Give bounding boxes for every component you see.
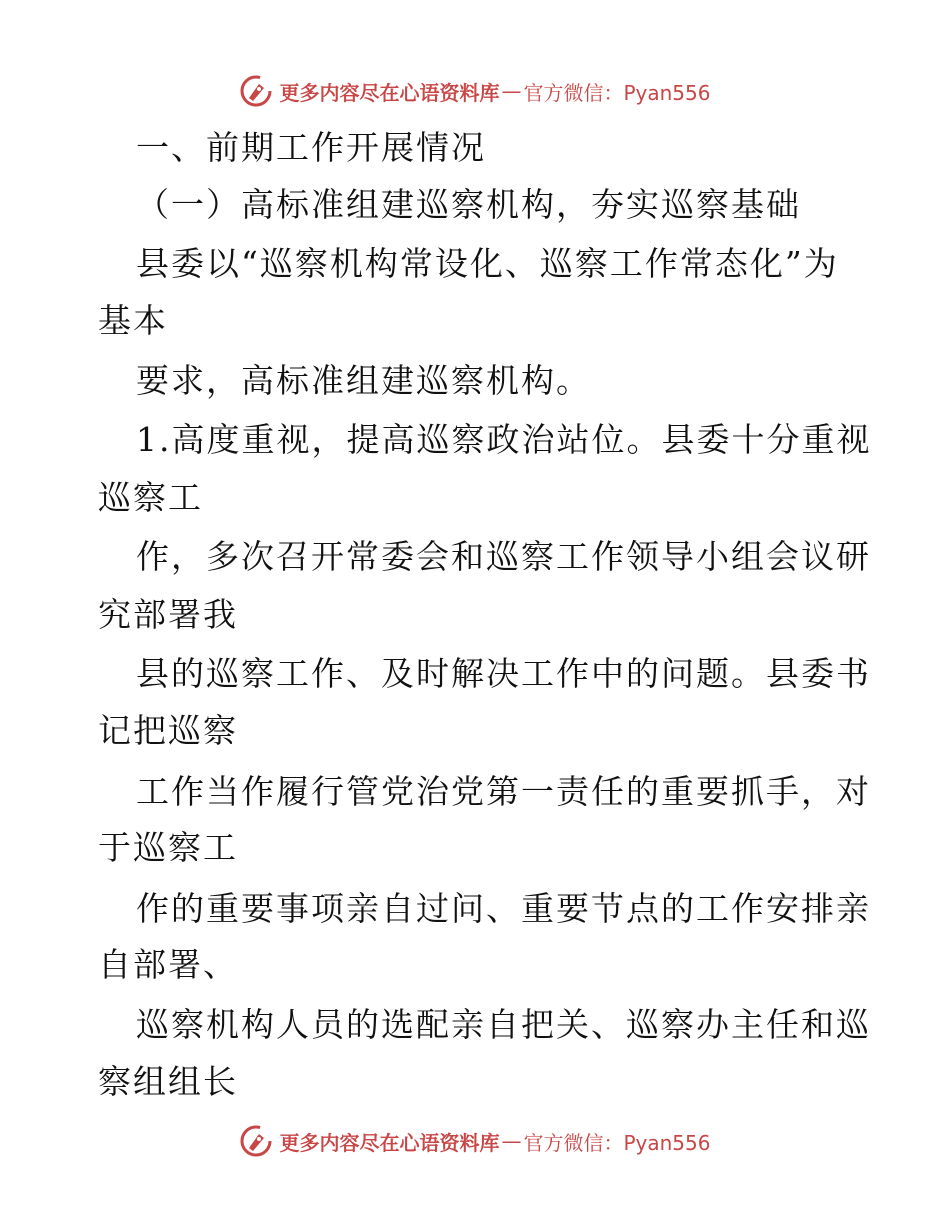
paragraph-line: 县的巡察工作、及时解决工作中的问题。县委书: [136, 654, 871, 693]
section-heading: 一、前期工作开展情况: [136, 128, 486, 167]
paragraph-line: 要求，高标准组建巡察机构。: [136, 361, 591, 400]
pen-nib-logo-icon: [239, 1124, 273, 1158]
watermark-title: 更多内容尽在心语资料库: [279, 1130, 500, 1155]
paragraph-line: 究部署我: [98, 595, 238, 634]
watermark-title: 更多内容尽在心语资料库: [279, 80, 500, 105]
paragraph-line: 作，多次召开常委会和巡察工作领导小组会议研: [136, 537, 871, 576]
paragraph-line: 察组组长: [98, 1062, 238, 1101]
paragraph-line: 记把巡察: [98, 711, 238, 750]
paragraph-line: 1.高度重视，提高巡察政治站位。县委十分重视: [136, 420, 872, 459]
paragraph-line: 作的重要事项亲自过问、重要节点的工作安排亲: [136, 889, 871, 928]
footer-watermark: [0, 1121, 950, 1161]
paragraph-line: 自部署、: [98, 945, 238, 984]
watermark-wechat: 官方微信：Pyan556: [523, 1130, 711, 1155]
paragraph-line: 巡察工: [98, 478, 203, 517]
paragraph-line: 巡察机构人员的选配亲自把关、巡察办主任和巡: [136, 1005, 871, 1044]
paragraph-line: 基本: [98, 301, 168, 340]
subsection-heading: （一）高标准组建巡察机构，夯实巡察基础: [136, 185, 801, 224]
paragraph-line: 县委以“巡察机构常设化、巡察工作常态化”为: [136, 244, 839, 283]
watermark-dash: —: [501, 1129, 522, 1153]
pen-nib-logo-icon: [239, 74, 273, 108]
header-watermark: [0, 71, 950, 111]
watermark-wechat: 官方微信：Pyan556: [523, 80, 711, 105]
paragraph-line: 工作当作履行管党治党第一责任的重要抓手，对: [136, 772, 871, 811]
watermark-dash: —: [501, 79, 522, 103]
paragraph-line: 于巡察工: [98, 828, 238, 867]
